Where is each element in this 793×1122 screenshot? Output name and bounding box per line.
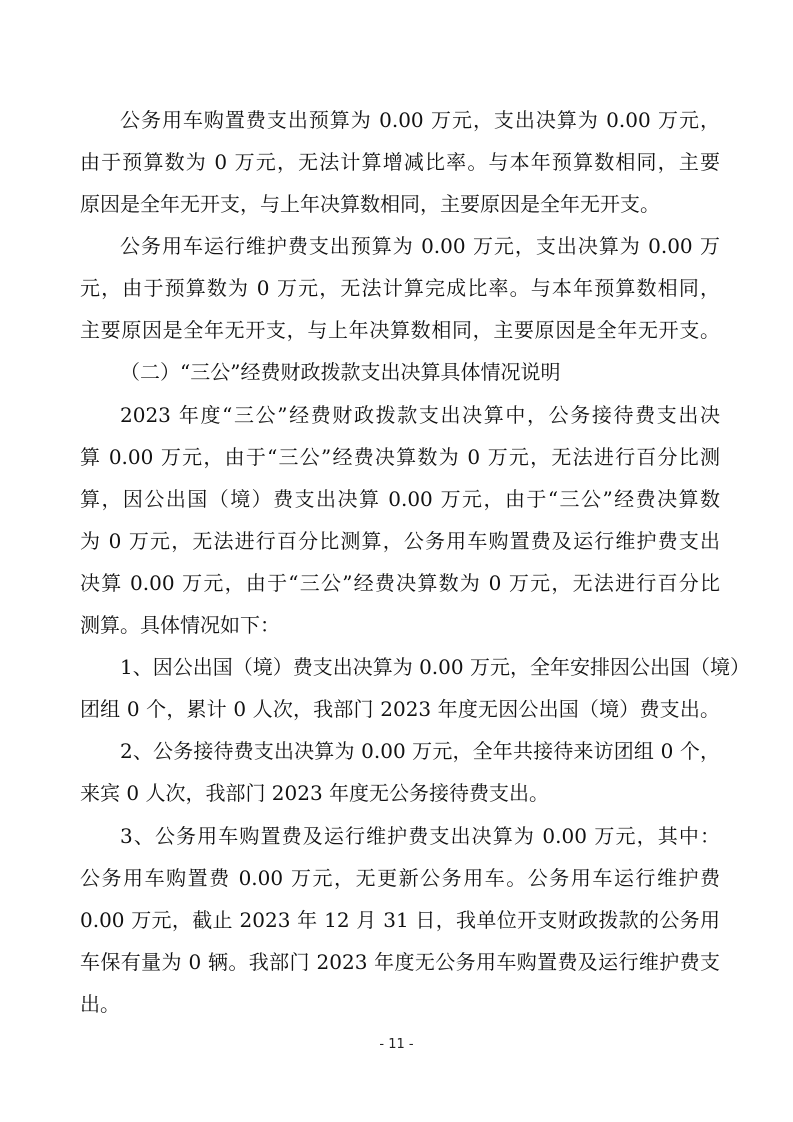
text-line: 测算。具体情况如下： xyxy=(80,613,280,637)
page-number: - 11 - xyxy=(379,1037,414,1052)
text-line: 为 0 万元，无法进行百分比测算，公务用车购置费及运行维护费支出 xyxy=(80,529,720,553)
text-line: 2、公务接待费支出决算为 0.00 万元，全年共接待来访团组 0 个， xyxy=(120,739,720,763)
text-line: 公务用车购置费支出预算为 0.00 万元，支出决算为 0.00 万元， xyxy=(120,108,720,132)
text-line: 来宾 0 人次，我部门 2023 年度无公务接待费支出。 xyxy=(80,781,550,805)
section-heading: （二）“三公”经费财政拨款支出决算具体情况说明 xyxy=(120,360,561,384)
text-line: 1、因公出国（境）费支出决算为 0.00 万元，全年安排因公出国（境） xyxy=(120,655,750,679)
text-line: 2023 年度“三公”经费财政拨款支出决算中，公务接待费支出决 xyxy=(120,403,720,427)
text-line: 车保有量为 0 辆。我部门 2023 年度无公务用车购置费及运行维护费支 xyxy=(80,950,720,974)
text-line: 算，因公出国（境）费支出决算 0.00 万元，由于“三公”经费决算数 xyxy=(80,487,720,511)
text-line: 公务用车购置费 0.00 万元，无更新公务用车。公务用车运行维护费 xyxy=(80,866,720,890)
text-line: 出。 xyxy=(80,992,120,1016)
text-line: 由于预算数为 0 万元，无法计算增减比率。与本年预算数相同，主要 xyxy=(80,150,720,174)
text-line: 主要原因是全年无开支，与上年决算数相同，主要原因是全年无开支。 xyxy=(80,318,720,342)
text-line: 元，由于预算数为 0 万元，无法计算完成比率。与本年预算数相同， xyxy=(80,276,720,300)
text-line: 0.00 万元，截止 2023 年 12 月 31 日，我单位开支财政拨款的公务用 xyxy=(80,908,720,932)
text-line: 公务用车运行维护费支出预算为 0.00 万元，支出决算为 0.00 万 xyxy=(120,234,720,258)
text-line: 算 0.00 万元，由于“三公”经费决算数为 0 万元，无法进行百分比测 xyxy=(80,445,720,469)
text-line: 团组 0 个，累计 0 人次，我部门 2023 年度无因公出国（境）费支出。 xyxy=(80,697,720,721)
text-line: 3、公务用车购置费及运行维护费支出决算为 0.00 万元，其中： xyxy=(120,824,720,848)
text-line: 原因是全年无开支，与上年决算数相同，主要原因是全年无开支。 xyxy=(80,192,660,216)
text-line: 决算 0.00 万元，由于“三公”经费决算数为 0 万元，无法进行百分比 xyxy=(80,571,720,595)
